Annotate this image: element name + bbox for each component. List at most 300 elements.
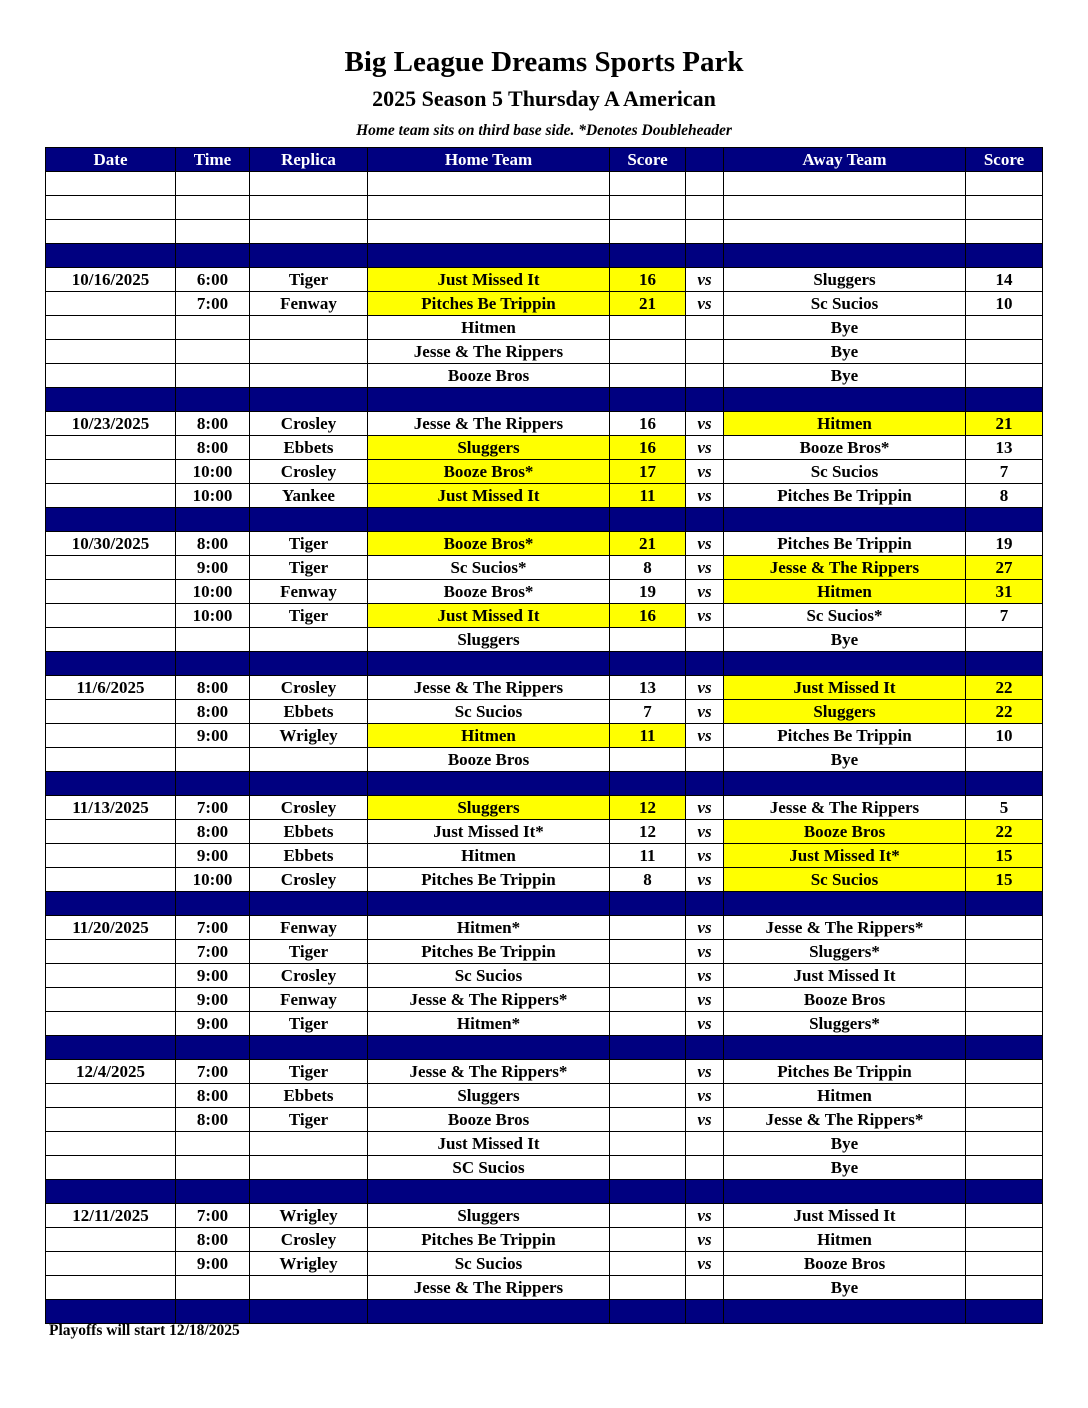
separator-cell: [46, 1180, 176, 1204]
empty-cell: [686, 196, 724, 220]
game-row: [46, 292, 1043, 316]
empty-cell: [686, 172, 724, 196]
cell-time: [176, 340, 250, 364]
cell-date: [46, 724, 176, 748]
game-row: [46, 604, 1043, 628]
cell-date: [46, 1276, 176, 1300]
cell-home-score: [610, 1060, 686, 1084]
cell-replica: [250, 1132, 368, 1156]
cell-home-team: Hitmen: [368, 844, 610, 868]
cell-home-score: 12: [610, 820, 686, 844]
cell-home-team: Pitches Be Trippin: [368, 940, 610, 964]
cell-vs: vs: [686, 868, 724, 892]
game-row: [46, 268, 1043, 292]
cell-time: 7:00: [176, 940, 250, 964]
cell-vs: vs: [686, 1084, 724, 1108]
cell-home-score: [610, 1084, 686, 1108]
cell-replica: Fenway: [250, 988, 368, 1012]
separator-cell: [724, 1300, 966, 1324]
cell-vs: vs: [686, 412, 724, 436]
cell-replica: Ebbets: [250, 436, 368, 460]
empty-row: [46, 220, 1043, 244]
cell-replica: [250, 748, 368, 772]
separator-cell: [686, 508, 724, 532]
cell-away-score: [966, 988, 1043, 1012]
cell-replica: Tiger: [250, 1060, 368, 1084]
cell-time: 7:00: [176, 292, 250, 316]
separator-cell: [176, 652, 250, 676]
cell-vs: vs: [686, 484, 724, 508]
cell-away-score: 10: [966, 292, 1043, 316]
cell-away-team: Booze Bros: [724, 988, 966, 1012]
game-row: [46, 628, 1043, 652]
game-row: [46, 844, 1043, 868]
separator-cell: [610, 892, 686, 916]
empty-cell: [368, 196, 610, 220]
cell-replica: Tiger: [250, 940, 368, 964]
cell-time: 10:00: [176, 460, 250, 484]
game-row: [46, 796, 1043, 820]
game-row: [46, 820, 1043, 844]
cell-away-score: 22: [966, 676, 1043, 700]
separator-cell: [610, 244, 686, 268]
cell-home-score: [610, 1156, 686, 1180]
cell-away-score: 22: [966, 820, 1043, 844]
cell-replica: Wrigley: [250, 1204, 368, 1228]
cell-home-team: Sluggers: [368, 1084, 610, 1108]
col-header-home-team: Home Team: [368, 148, 610, 172]
empty-cell: [724, 196, 966, 220]
cell-date: [46, 364, 176, 388]
cell-home-score: 11: [610, 844, 686, 868]
cell-home-score: [610, 1132, 686, 1156]
cell-home-score: 12: [610, 796, 686, 820]
separator-cell: [46, 244, 176, 268]
cell-away-team: Jesse & The Rippers: [724, 796, 966, 820]
cell-away-score: [966, 316, 1043, 340]
separator-cell: [686, 388, 724, 412]
cell-replica: Ebbets: [250, 844, 368, 868]
cell-away-team: Bye: [724, 364, 966, 388]
cell-vs: vs: [686, 1012, 724, 1036]
game-row: [46, 412, 1043, 436]
separator-cell: [966, 652, 1043, 676]
cell-away-team: Hitmen: [724, 1228, 966, 1252]
game-row: [46, 676, 1043, 700]
cell-time: [176, 364, 250, 388]
game-row: [46, 916, 1043, 940]
cell-away-team: Bye: [724, 1156, 966, 1180]
separator-cell: [250, 892, 368, 916]
cell-away-team: Bye: [724, 1132, 966, 1156]
separator-cell: [686, 772, 724, 796]
cell-vs: vs: [686, 1060, 724, 1084]
cell-date: [46, 460, 176, 484]
cell-home-team: Sc Sucios: [368, 1252, 610, 1276]
cell-home-team: Jesse & The Rippers*: [368, 988, 610, 1012]
cell-away-team: Sc Sucios: [724, 868, 966, 892]
empty-cell: [966, 196, 1043, 220]
cell-vs: vs: [686, 556, 724, 580]
cell-away-score: [966, 1132, 1043, 1156]
cell-time: [176, 316, 250, 340]
week-separator-row: [46, 892, 1043, 916]
cell-vs: [686, 628, 724, 652]
game-row: [46, 460, 1043, 484]
cell-away-team: Sc Sucios: [724, 460, 966, 484]
cell-vs: vs: [686, 580, 724, 604]
cell-away-team: Booze Bros: [724, 820, 966, 844]
separator-cell: [46, 388, 176, 412]
cell-vs: [686, 1276, 724, 1300]
separator-cell: [250, 1300, 368, 1324]
separator-cell: [966, 508, 1043, 532]
cell-away-score: 13: [966, 436, 1043, 460]
cell-away-score: [966, 1012, 1043, 1036]
game-row: [46, 556, 1043, 580]
cell-home-team: Just Missed It*: [368, 820, 610, 844]
cell-time: [176, 628, 250, 652]
cell-time: 9:00: [176, 1252, 250, 1276]
cell-away-team: Hitmen: [724, 412, 966, 436]
cell-home-score: [610, 1252, 686, 1276]
col-header-time: Time: [176, 148, 250, 172]
empty-cell: [610, 172, 686, 196]
cell-home-score: 7: [610, 700, 686, 724]
cell-time: 8:00: [176, 412, 250, 436]
cell-date: [46, 436, 176, 460]
game-row: [46, 1012, 1043, 1036]
game-row: [46, 340, 1043, 364]
cell-away-team: Just Missed It: [724, 676, 966, 700]
cell-away-score: [966, 940, 1043, 964]
separator-cell: [176, 508, 250, 532]
cell-away-score: [966, 748, 1043, 772]
separator-cell: [176, 1036, 250, 1060]
week-separator-row: [46, 772, 1043, 796]
cell-home-score: [610, 628, 686, 652]
empty-cell: [176, 220, 250, 244]
separator-cell: [610, 1300, 686, 1324]
cell-date: [46, 580, 176, 604]
cell-home-team: Sluggers: [368, 436, 610, 460]
cell-date: [46, 868, 176, 892]
cell-date: 10/23/2025: [46, 412, 176, 436]
game-row: [46, 964, 1043, 988]
cell-time: 8:00: [176, 820, 250, 844]
cell-vs: [686, 1132, 724, 1156]
cell-away-team: Jesse & The Rippers: [724, 556, 966, 580]
empty-cell: [966, 220, 1043, 244]
cell-time: 8:00: [176, 436, 250, 460]
separator-cell: [724, 388, 966, 412]
separator-cell: [966, 1036, 1043, 1060]
cell-date: [46, 940, 176, 964]
cell-home-team: Pitches Be Trippin: [368, 868, 610, 892]
cell-time: 7:00: [176, 1060, 250, 1084]
cell-home-team: Just Missed It: [368, 1132, 610, 1156]
cell-replica: Crosley: [250, 796, 368, 820]
cell-home-team: Sluggers: [368, 1204, 610, 1228]
separator-cell: [686, 892, 724, 916]
cell-away-team: Sluggers: [724, 268, 966, 292]
empty-cell: [46, 220, 176, 244]
separator-cell: [250, 652, 368, 676]
cell-date: [46, 628, 176, 652]
cell-vs: vs: [686, 1228, 724, 1252]
cell-date: [46, 988, 176, 1012]
separator-cell: [724, 1180, 966, 1204]
col-header-away-score: Score: [966, 148, 1043, 172]
separator-cell: [966, 892, 1043, 916]
week-separator-row: [46, 1180, 1043, 1204]
cell-date: [46, 844, 176, 868]
cell-time: 8:00: [176, 1228, 250, 1252]
footer-note: Playoffs will start 12/18/2025: [49, 1322, 240, 1339]
cell-time: 9:00: [176, 724, 250, 748]
cell-vs: vs: [686, 844, 724, 868]
col-header-date: Date: [46, 148, 176, 172]
game-row: [46, 1108, 1043, 1132]
game-row: [46, 1132, 1043, 1156]
cell-vs: vs: [686, 964, 724, 988]
separator-cell: [610, 1036, 686, 1060]
cell-vs: [686, 316, 724, 340]
cell-replica: [250, 628, 368, 652]
cell-home-team: Jesse & The Rippers: [368, 676, 610, 700]
separator-cell: [368, 508, 610, 532]
cell-replica: Crosley: [250, 868, 368, 892]
separator-cell: [368, 652, 610, 676]
col-header-replica: Replica: [250, 148, 368, 172]
empty-cell: [966, 172, 1043, 196]
cell-home-score: [610, 988, 686, 1012]
game-row: [46, 700, 1043, 724]
separator-cell: [610, 388, 686, 412]
col-header-away-team: Away Team: [724, 148, 966, 172]
cell-vs: vs: [686, 988, 724, 1012]
separator-cell: [176, 892, 250, 916]
cell-time: 10:00: [176, 580, 250, 604]
cell-home-team: Sc Sucios: [368, 964, 610, 988]
game-row: [46, 988, 1043, 1012]
cell-date: [46, 556, 176, 580]
cell-home-score: 8: [610, 556, 686, 580]
cell-date: [46, 964, 176, 988]
game-row: [46, 1156, 1043, 1180]
week-separator-row: [46, 244, 1043, 268]
separator-cell: [176, 244, 250, 268]
cell-home-team: Pitches Be Trippin: [368, 1228, 610, 1252]
cell-home-score: 16: [610, 268, 686, 292]
cell-home-team: Hitmen*: [368, 1012, 610, 1036]
separator-cell: [610, 652, 686, 676]
cell-away-team: Pitches Be Trippin: [724, 724, 966, 748]
cell-replica: Fenway: [250, 580, 368, 604]
separator-cell: [686, 244, 724, 268]
game-row: [46, 748, 1043, 772]
empty-cell: [250, 220, 368, 244]
cell-replica: [250, 1156, 368, 1180]
cell-away-team: Sluggers*: [724, 1012, 966, 1036]
cell-away-score: [966, 1228, 1043, 1252]
cell-vs: vs: [686, 700, 724, 724]
cell-away-team: Bye: [724, 1276, 966, 1300]
cell-home-score: 16: [610, 412, 686, 436]
col-header-vs: [686, 148, 724, 172]
schedule-note: Home team sits on third base side. *Denotes Doubleheader: [356, 122, 732, 139]
cell-vs: vs: [686, 268, 724, 292]
cell-home-score: [610, 340, 686, 364]
cell-replica: Fenway: [250, 916, 368, 940]
game-row: [46, 940, 1043, 964]
cell-home-score: 11: [610, 484, 686, 508]
week-separator-row: [46, 508, 1043, 532]
cell-away-score: 7: [966, 604, 1043, 628]
cell-away-team: Hitmen: [724, 1084, 966, 1108]
cell-time: 9:00: [176, 964, 250, 988]
cell-home-score: 16: [610, 604, 686, 628]
cell-date: [46, 316, 176, 340]
separator-cell: [250, 388, 368, 412]
cell-vs: vs: [686, 292, 724, 316]
separator-cell: [368, 772, 610, 796]
empty-row: [46, 196, 1043, 220]
cell-away-team: Pitches Be Trippin: [724, 484, 966, 508]
cell-time: 8:00: [176, 532, 250, 556]
cell-home-score: [610, 1012, 686, 1036]
empty-cell: [368, 172, 610, 196]
game-row: [46, 868, 1043, 892]
cell-vs: [686, 748, 724, 772]
cell-date: 11/20/2025: [46, 916, 176, 940]
separator-cell: [610, 508, 686, 532]
separator-cell: [46, 892, 176, 916]
cell-away-score: [966, 964, 1043, 988]
cell-away-score: 21: [966, 412, 1043, 436]
cell-away-team: Jesse & The Rippers*: [724, 1108, 966, 1132]
cell-date: 12/11/2025: [46, 1204, 176, 1228]
separator-cell: [368, 388, 610, 412]
cell-replica: Crosley: [250, 1228, 368, 1252]
cell-away-score: 8: [966, 484, 1043, 508]
cell-away-team: Booze Bros*: [724, 436, 966, 460]
cell-away-team: Sc Sucios*: [724, 604, 966, 628]
cell-replica: [250, 1276, 368, 1300]
cell-replica: Yankee: [250, 484, 368, 508]
separator-cell: [250, 1036, 368, 1060]
cell-replica: Crosley: [250, 676, 368, 700]
cell-away-score: [966, 1252, 1043, 1276]
cell-date: [46, 484, 176, 508]
cell-away-team: Hitmen: [724, 580, 966, 604]
cell-home-team: Sc Sucios*: [368, 556, 610, 580]
col-header-home-score: Score: [610, 148, 686, 172]
cell-away-score: 15: [966, 844, 1043, 868]
cell-home-team: Booze Bros*: [368, 532, 610, 556]
cell-replica: Tiger: [250, 556, 368, 580]
game-row: [46, 1060, 1043, 1084]
cell-away-team: Just Missed It: [724, 964, 966, 988]
cell-home-score: [610, 916, 686, 940]
separator-cell: [610, 1180, 686, 1204]
cell-vs: vs: [686, 796, 724, 820]
cell-replica: Crosley: [250, 460, 368, 484]
empty-cell: [176, 196, 250, 220]
cell-away-score: [966, 1276, 1043, 1300]
cell-replica: Fenway: [250, 292, 368, 316]
cell-home-score: [610, 364, 686, 388]
cell-time: 9:00: [176, 556, 250, 580]
cell-time: 9:00: [176, 1012, 250, 1036]
cell-away-team: Sluggers*: [724, 940, 966, 964]
game-row: [46, 1204, 1043, 1228]
game-row: [46, 1084, 1043, 1108]
cell-away-score: [966, 340, 1043, 364]
separator-cell: [250, 508, 368, 532]
cell-vs: vs: [686, 532, 724, 556]
empty-cell: [250, 172, 368, 196]
cell-replica: Tiger: [250, 604, 368, 628]
game-row: [46, 1276, 1043, 1300]
cell-replica: [250, 340, 368, 364]
cell-away-score: 27: [966, 556, 1043, 580]
separator-cell: [368, 1180, 610, 1204]
separator-cell: [368, 1300, 610, 1324]
cell-home-score: [610, 316, 686, 340]
cell-replica: Crosley: [250, 964, 368, 988]
cell-vs: vs: [686, 940, 724, 964]
cell-date: [46, 1012, 176, 1036]
separator-cell: [46, 772, 176, 796]
separator-cell: [686, 652, 724, 676]
cell-home-team: Just Missed It: [368, 268, 610, 292]
empty-cell: [610, 196, 686, 220]
cell-date: [46, 1156, 176, 1180]
cell-home-score: [610, 1204, 686, 1228]
cell-time: 9:00: [176, 988, 250, 1012]
cell-home-score: [610, 1228, 686, 1252]
cell-vs: vs: [686, 436, 724, 460]
empty-cell: [686, 220, 724, 244]
cell-replica: Ebbets: [250, 700, 368, 724]
empty-cell: [724, 220, 966, 244]
cell-away-team: Bye: [724, 628, 966, 652]
separator-cell: [250, 772, 368, 796]
cell-replica: [250, 316, 368, 340]
cell-replica: Tiger: [250, 1012, 368, 1036]
week-separator-row: [46, 652, 1043, 676]
game-row: [46, 724, 1043, 748]
cell-date: [46, 820, 176, 844]
separator-cell: [686, 1036, 724, 1060]
cell-home-score: 13: [610, 676, 686, 700]
cell-away-team: Bye: [724, 316, 966, 340]
separator-cell: [250, 244, 368, 268]
cell-away-team: Sluggers: [724, 700, 966, 724]
cell-vs: vs: [686, 724, 724, 748]
cell-time: 10:00: [176, 868, 250, 892]
game-row: [46, 1228, 1043, 1252]
cell-time: 6:00: [176, 268, 250, 292]
cell-time: 8:00: [176, 1108, 250, 1132]
cell-away-team: Pitches Be Trippin: [724, 532, 966, 556]
cell-home-team: Booze Bros*: [368, 460, 610, 484]
cell-vs: vs: [686, 604, 724, 628]
cell-date: 11/6/2025: [46, 676, 176, 700]
cell-away-score: [966, 1156, 1043, 1180]
cell-replica: Wrigley: [250, 1252, 368, 1276]
